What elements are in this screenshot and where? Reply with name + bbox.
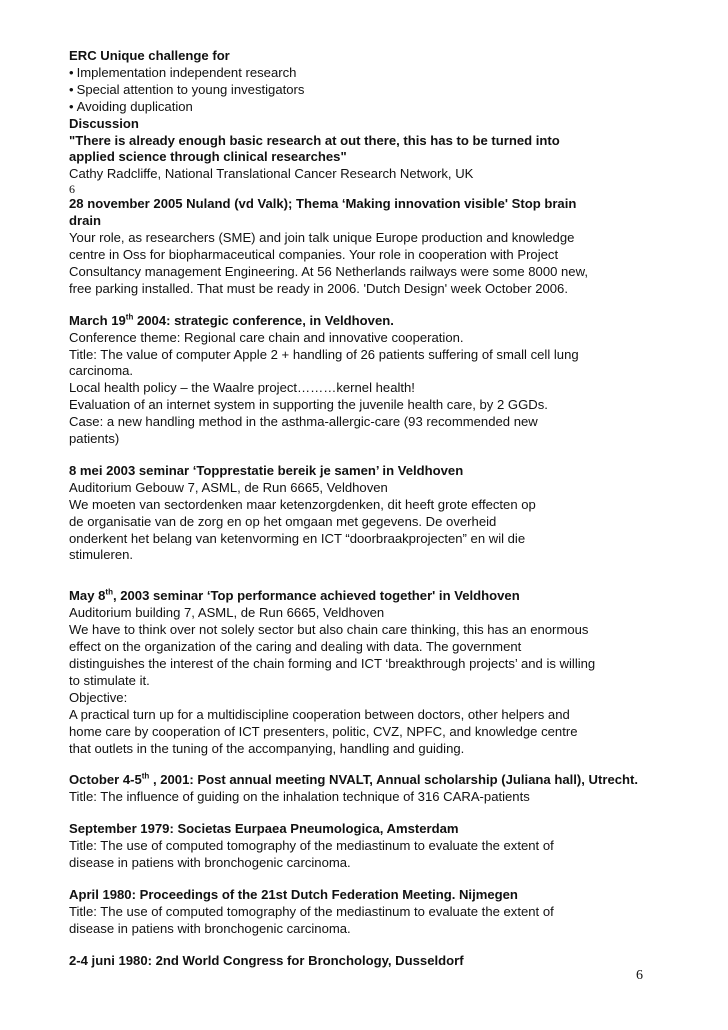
- body-line: onderkent het belang van ketenvorming en ICT “doorbraakprojecten” en wil die: [69, 530, 526, 546]
- march2004-heading: March 19th 2004: strategic conference, in Veldhoven.: [69, 312, 394, 328]
- body-line: Auditorium building 7, ASML, de Run 6665, Veldhoven: [69, 605, 385, 621]
- body-line: disease in patiens with bronchogenic carcinoma.: [69, 920, 351, 936]
- body-line: Auditorium Gebouw 7, ASML, de Run 6665, Veldhoven: [69, 479, 388, 495]
- body-line: that outlets in the tuning of the accompanying, handling and guiding.: [69, 740, 465, 756]
- body-line: A practical turn up for a multidiscipline cooperation between doctors, other helpers and: [69, 706, 570, 722]
- body-line: Local health policy – the Waalre project………kernel health!: [69, 380, 415, 396]
- page-number: 6: [636, 968, 643, 983]
- body-line: Title: The value of computer Apple 2 + handling of 26 patients suffering of small cell lung: [69, 346, 579, 362]
- discussion-author: Cathy Radcliffe, National Translational Cancer Research Network, UK: [69, 166, 474, 182]
- mei2003-heading: 8 mei 2003 seminar ‘Topprestatie bereik je samen’ in Veldhoven: [69, 462, 464, 478]
- apr1980-heading: April 1980: Proceedings of the 21st Dutch Federation Meeting. Nijmegen: [69, 886, 518, 902]
- body-line: distinguishes the interest of the chain forming and ICT ‘breakthrough projects’ and is willing: [69, 656, 596, 671]
- body-line: Your role, as researchers (SME) and join talk unique Europe production and knowledge: [69, 230, 575, 246]
- document-page: [69, 48, 669, 970]
- erc-bullet: • Implementation independent research: [69, 65, 669, 82]
- body-line: Evaluation of an internet system in supporting the juvenile health care, by 2 GGDs.: [69, 397, 548, 413]
- jun1980-section: [69, 953, 669, 970]
- erc-bullet: • Avoiding duplication: [69, 99, 669, 116]
- body-line: de organisatie van de zorg en op het omgaan met gegevens. De overheid: [69, 513, 497, 529]
- body-line: carcinoma.: [69, 363, 134, 379]
- body-line: Objective:: [69, 689, 128, 705]
- discussion-quote: applied science through clinical researches": [69, 149, 347, 165]
- discussion-section: [69, 116, 669, 197]
- body-line: Title: The influence of guiding on the inhalation technique of 316 CARA-patients: [69, 789, 530, 805]
- body-line: Consultancy management Engineering. At 56 Netherlands railways were some 8000 new,: [69, 263, 588, 279]
- body-line: centre in Oss for biopharmaceutical companies. Your role in cooperation with Project: [69, 246, 559, 262]
- nuland-heading: drain: [69, 213, 102, 229]
- body-line: Conference theme: Regional care chain and innovative cooperation.: [69, 329, 464, 345]
- erc-heading: ERC Unique challenge for: [69, 48, 230, 63]
- body-line: patients): [69, 431, 120, 447]
- body-line: We have to think over not solely sector but also chain care thinking, this has an enormous: [69, 622, 589, 638]
- may2003-heading: May 8th, 2003 seminar ‘Top performance achieved together' in Veldhoven: [69, 588, 520, 604]
- body-line: Title: The use of computed tomography of the mediastinum to evaluate the extent of: [69, 838, 554, 854]
- discussion-quote: "There is already enough basic research at out there, this has to be turned into: [69, 132, 560, 148]
- sep1979-heading: September 1979: Societas Eurpaea Pneumologica, Amsterdam: [69, 821, 459, 837]
- nuland-section: [69, 196, 669, 297]
- apr1980-section: [69, 887, 669, 938]
- discussion-heading: Discussion: [69, 115, 139, 131]
- body-line: Case: a new handling method in the asthma-allergic-care (93 recommended new: [69, 414, 538, 430]
- body-line: effect on the organization of the caring and dealing with data. The government: [69, 639, 522, 655]
- body-line: disease in patiens with bronchogenic carcinoma.: [69, 855, 351, 871]
- body-line: free parking installed. That must be ready in 2006. 'Dutch Design' week October 2006.: [69, 280, 568, 296]
- body-line: stimuleren.: [69, 547, 134, 563]
- may2003-section: [69, 588, 669, 757]
- oct2001-section: [69, 772, 669, 806]
- sep1979-section: [69, 821, 669, 872]
- discussion-number: 6: [69, 182, 75, 197]
- march2004-section: [69, 313, 669, 448]
- erc-section: [69, 48, 669, 116]
- body-line: to stimulate it.: [69, 672, 150, 688]
- oct2001-heading: October 4-5th , 2001: Post annual meeting NVALT, Annual scholarship (Juliana hall), Utrecht.: [69, 772, 639, 788]
- body-line: home care by cooperation of ICT presenters, politic, CVZ, NPFC, and knowledge centre: [69, 723, 578, 739]
- body-line: We moeten van sectordenken maar ketenzorgdenken, dit heeft grote effecten op: [69, 496, 536, 512]
- jun1980-heading: 2-4 juni 1980: 2nd World Congress for Bronchology, Dusseldorf: [69, 952, 464, 968]
- nuland-heading: 28 november 2005 Nuland (vd Valk); Thema ‘Making innovation visible' Stop brain: [69, 196, 577, 212]
- mei2003-section: [69, 463, 669, 564]
- erc-bullet: • Special attention to young investigators: [69, 82, 669, 99]
- body-line: Title: The use of computed tomography of the mediastinum to evaluate the extent of: [69, 903, 554, 919]
